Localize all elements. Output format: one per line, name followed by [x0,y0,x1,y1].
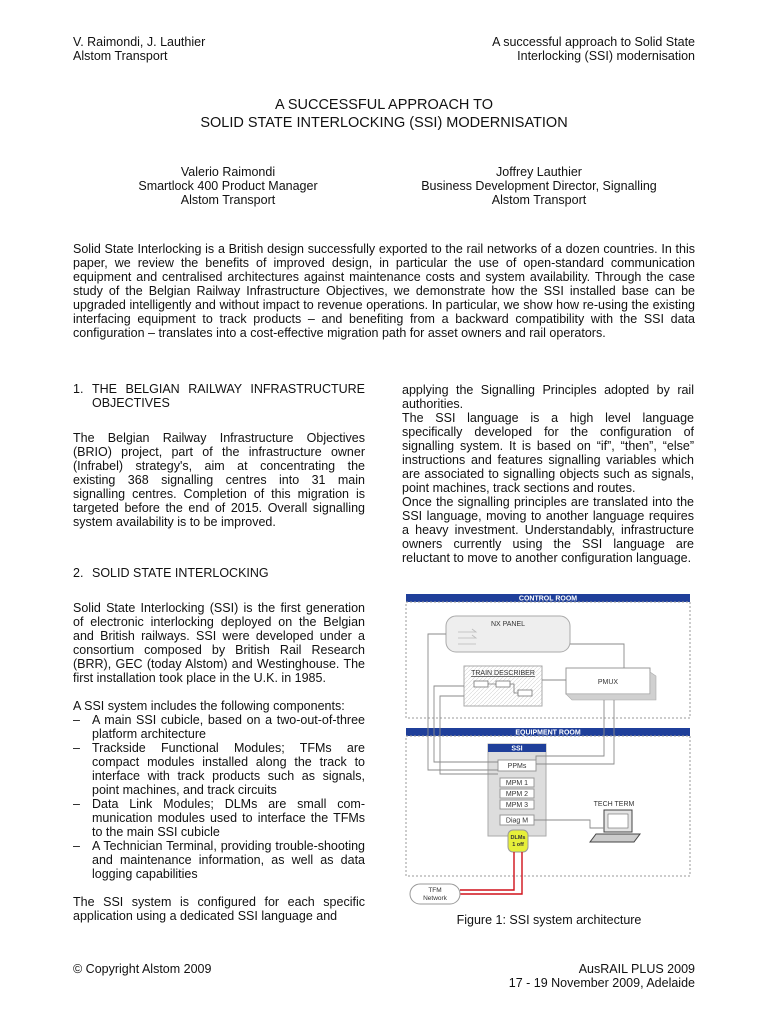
author-role: Business Development Director, Signalling [421,179,657,193]
mpm-2-label: MPM 2 [505,791,529,798]
paper-title [0,96,768,132]
section-2-paragraph-2: The SSI system is configured for each specific application using a dedicated SSI language and [73,895,365,923]
figure-caption: Figure 1: SSI system architecture [456,913,642,927]
dlm-label-line2: 1 off [512,842,524,848]
abstract: Solid State Interlocking is a British design successfully exported to the rail networks of a dozen countries. In this paper, we review the benefits of improved design, in particular the use of open-standard communication equipment and centralised architectures against maintenance costs and system availability. Through the case study of the Belgian Railway Infrastructure Objectives, we demonstrate how the SSI installed base can be upgraded intelligently and without impact to revenue operations. In particular, we show how re-using the existing interfacing equipment to track products – and benefiting from a backward compatibility with the SSI data configuration – translates into a cost-effective migration path for asset owners and rail operators. [73,242,695,340]
conference-dates: 17 - 19 November 2009, Adelaide [508,976,695,990]
author-block-2 [400,165,678,207]
list-item: – A Technician Terminal, providing trouble-shooting and maintenance information, as well as data logging capabilities [73,839,365,881]
right-column [402,383,694,565]
section-number: 2. [73,566,84,580]
left-column [73,382,365,923]
list-item: – A main SSI cubicle, based on a two-out-of-three platform architecture [73,713,365,741]
tfm-label-line2: Network [423,895,447,902]
footer-conference [509,962,695,990]
header-title-line1: A successful approach to Solid State [492,35,695,49]
author-role: Smartlock 400 Product Manager [138,179,318,193]
mpm-1-label: MPM 1 [505,780,529,787]
ppms-label: PPMs [507,763,527,770]
terminal-screen-icon [608,814,628,828]
control-room-label: CONTROL ROOM [518,595,578,603]
running-header-left [73,35,205,63]
describer-box [496,681,510,687]
footer-copyright: © Copyright Alstom 2009 [73,962,212,976]
author-org: Alstom Transport [180,193,276,207]
header-affiliation: Alstom Transport [73,49,168,63]
dlm-label-line1: DLMs [510,835,526,841]
section-2-heading [73,566,365,580]
section-title: SOLID STATE INTERLOCKING [92,566,269,580]
author-name: Joffrey Lauthier [496,165,582,179]
running-header-right [492,35,695,63]
section-1-heading [73,382,365,410]
ssi-architecture-diagram [404,588,694,910]
right-paragraph-1: applying the Signalling Principles adopted by rail authorities. [402,383,694,411]
tfm-label-line1: TFM [428,887,442,894]
tech-term-label: TECH TERM [593,801,635,808]
conference-name: AusRAIL PLUS 2009 [578,962,695,976]
pmux-label: PMUX [597,679,619,686]
describer-box [518,690,532,696]
list-item: – Trackside Functional Modules; TFMs are compact modules installed along the track to interface with track products such as signals, point machines, and track circuits [73,741,365,797]
header-authors: V. Raimondi, J. Lauthier [73,35,206,49]
section-title: THE BELGIAN RAILWAY INFRASTRUCTURE OBJECTIVES [92,382,365,410]
tfm-cable [460,852,514,890]
section-number: 1. [73,382,84,396]
right-paragraph-2: The SSI language is a high level language specifically developed for the configuration of signalling system. It is based on “if”, “then”, “else” instructions and features signalling variables which are associated to signalling objects such as signals, point machines, track sections and routes. [402,411,694,495]
equipment-room-label: EQUIPMENT ROOM [515,729,581,737]
equipment-room-area [406,736,690,876]
tfm-cable [460,852,522,894]
section-1-paragraph: The Belgian Railway Infrastructure Objectives (BRIO) project, part of the infrastructure owner (Infrabel) strategy's, aim at concentrating the existing 368 signalling centres into 31 main signalling centres. Completion of this migration is targeted before the end of 2015. Overall signalling system availability is to be improved. [73,431,365,529]
ssi-label: SSI [511,745,523,753]
author-org: Alstom Transport [491,193,587,207]
component-list [73,713,365,881]
author-name: Valerio Raimondi [180,165,276,179]
title-line2: SOLID STATE INTERLOCKING (SSI) MODERNISATION [200,115,568,131]
list-item: – Data Link Modules; DLMs are small com-munication modules used to interface the TFMs to the main SSI cubicle [73,797,365,839]
terminal-keyboard-icon [590,834,640,842]
header-title-line2: Interlocking (SSI) modernisation [517,49,695,63]
section-2-paragraph-1: Solid State Interlocking (SSI) is the first generation of electronic interlocking deployed on the Belgian and British railways. SSI were developed under a consortium composed by British Rail Research (BRR), GEC (today Alstom) and Westinghouse. The first installation took place in the U.K. in 1985. [73,601,365,685]
title-line1: A SUCCESSFUL APPROACH TO [274,97,494,113]
train-describer-label: TRAIN DESCRIBER [471,670,535,677]
nx-panel-label: NX PANEL [490,621,526,628]
author-block-1 [108,165,348,207]
dlm-module [508,830,528,852]
diag-label: Diag M [505,817,529,825]
describer-box [474,681,488,687]
mpm-3-label: MPM 3 [505,802,529,809]
component-list-intro: A SSI system includes the following components: [73,699,345,713]
right-paragraph-3: Once the signalling principles are translated into the SSI language, moving to another language requires a heavy investment. Understandably, infrastructure owners currently using the SSI language are reluctant to move to another configuration language. [402,495,694,565]
